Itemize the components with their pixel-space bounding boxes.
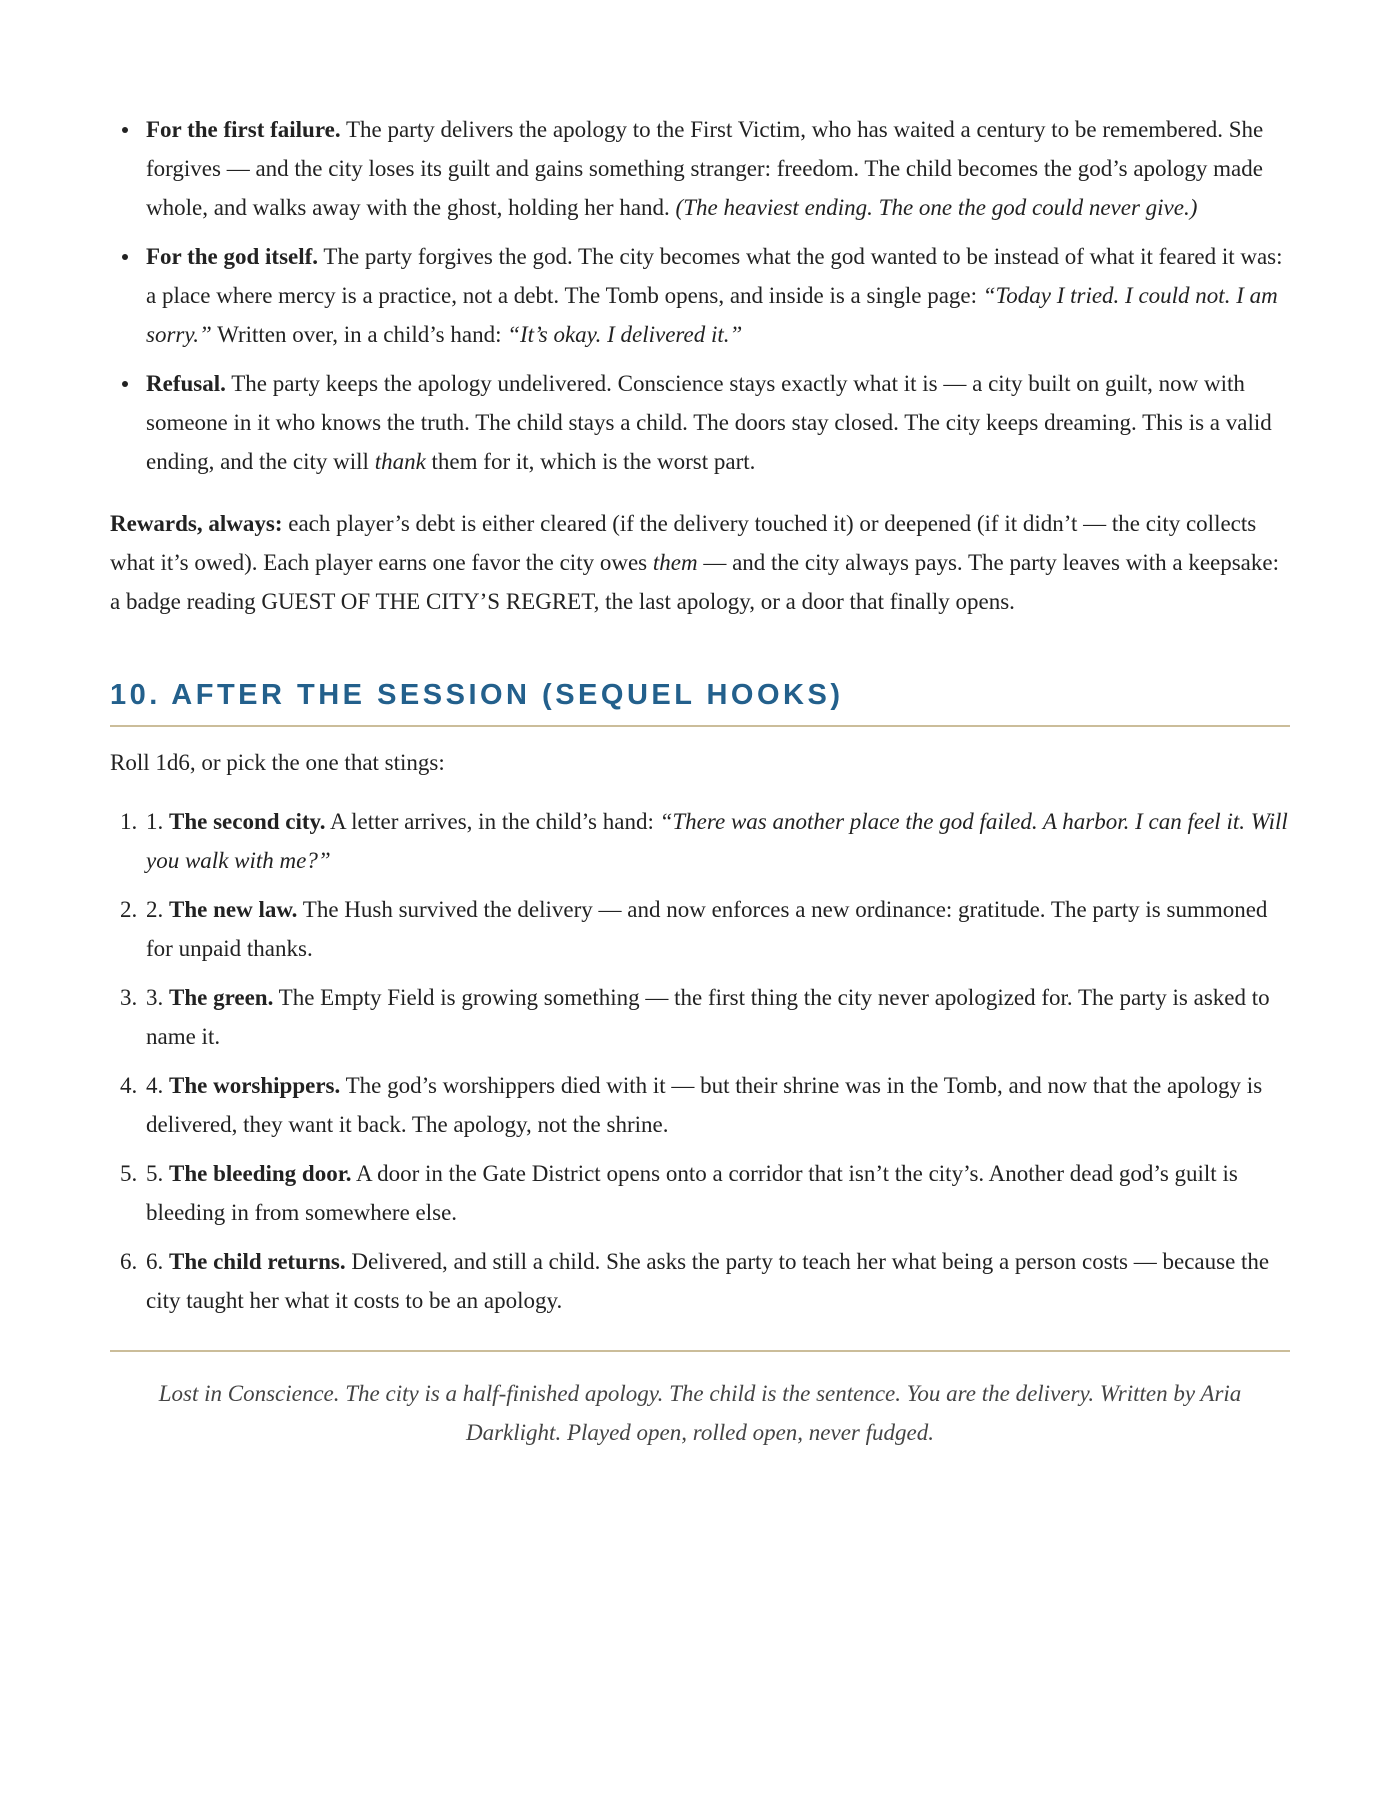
list-item <box>120 1154 1290 1232</box>
ending-title: For the first failure. <box>146 117 341 142</box>
ending-text: The party keeps the apology undelivered. Conscience stays exactly what it is — a city built on guilt, now with someone in it who knows the truth. The child stays a child. The doors stay closed. The city keeps dreaming. This is a valid ending, and the city will <box>146 371 1272 474</box>
ending-text: them for it, which is the worst part. <box>425 449 756 474</box>
list-marker: 1. <box>120 809 138 834</box>
list-marker: 2. <box>120 897 138 922</box>
list-item <box>120 802 1290 880</box>
list-item-first-failure <box>146 110 1290 227</box>
list-item-refusal <box>146 364 1290 481</box>
hook-text: The Hush survived the delivery — and now enforces a new ordinance: gratitude. The party is summoned for unpaid thanks. <box>146 897 1268 961</box>
rewards-title: Rewards, always: <box>110 511 283 536</box>
hook-number: 6. <box>146 1249 169 1274</box>
ending-title: For the god itself. <box>146 244 319 269</box>
ending-emphasis: thank <box>374 449 426 474</box>
hook-title: The second city. <box>169 809 326 834</box>
hook-number: 3. <box>146 985 169 1010</box>
hook-text: Delivered, and still a child. She asks the party to teach her what being a person costs — because the city taught her what it costs to be an apology. <box>146 1249 1270 1313</box>
ending-title: Refusal. <box>146 371 226 396</box>
ending-text: The party forgives the god. The city becomes what the god wanted to be instead of what it feared it was: a place where mercy is a practice, not a debt. The Tomb opens, and inside is a single page: <box>146 244 1283 308</box>
hook-title: The bleeding door. <box>169 1161 352 1186</box>
rewards-text: each player’s debt is either cleared (if the delivery touched it) or deepened (if it didn’t — the city collects what it’s owed). Each player earns one favor the city owes <box>110 511 1257 575</box>
list-marker: 5. <box>120 1161 138 1186</box>
section-intro: Roll 1d6, or pick the one that stings: <box>110 750 445 775</box>
hook-title: The worshippers. <box>169 1073 341 1098</box>
hook-text: The Empty Field is growing something — the first thing the city never apologized for. The party is asked to name it. <box>146 985 1270 1049</box>
section-heading: 10. AFTER THE SESSION (SEQUEL HOOKS) <box>110 675 1290 727</box>
list-item-god-itself <box>146 237 1290 354</box>
endings-list <box>110 110 1290 481</box>
hook-title: The green. <box>169 985 274 1010</box>
hook-text: A door in the Gate District opens onto a corridor that isn’t the city’s. Another dead god’s guilt is bleeding in from somewhere else. <box>146 1161 1238 1225</box>
ending-quote: “It’s okay. I delivered it.” <box>507 322 743 347</box>
hook-text: The god’s worshippers died with it — but their shrine was in the Tomb, and now that the apology is delivered, they want it back. The apology, not the shrine. <box>146 1073 1263 1137</box>
ending-text: The party delivers the apology to the First Victim, who has waited a century to be remembered. She forgives — and the city loses its guilt and gains something stranger: freedom. The child becomes the god’s apology made whole, and walks away with the ghost, holding her hand. <box>146 117 1264 220</box>
sequel-hooks-list <box>110 802 1290 1320</box>
hook-number: 5. <box>146 1161 169 1186</box>
hook-number: 4. <box>146 1073 169 1098</box>
list-item <box>120 978 1290 1056</box>
hook-number: 2. <box>146 897 169 922</box>
hook-title: The child returns. <box>169 1249 346 1274</box>
list-marker: 6. <box>120 1249 138 1274</box>
ending-text: Written over, in a child’s hand: <box>211 322 508 347</box>
list-item <box>120 1242 1290 1320</box>
list-marker: 4. <box>120 1073 138 1098</box>
hook-text: A letter arrives, in the child’s hand: <box>325 809 660 834</box>
footer-note: Lost in Conscience. The city is a half-finished apology. The child is the sentence. You are the delivery. Written by Aria Darklight. Played open, rolled open, never fudged. <box>158 1381 1242 1445</box>
footer-divider <box>110 1350 1290 1352</box>
ending-aside: (The heaviest ending. The one the god could never give.) <box>675 195 1198 220</box>
list-marker: 3. <box>120 985 138 1010</box>
list-item <box>120 1066 1290 1144</box>
list-item <box>120 890 1290 968</box>
hook-quote: “There was another place the god failed. A harbor. I can feel it. Will you walk with me?” <box>146 809 1288 873</box>
rewards-text: — and the city always pays. The party leaves with a keepsake: a badge reading GUEST OF THE CITY’S REGRET, the last apology, or a door that finally opens. <box>110 550 1279 614</box>
ending-quote: “Today I tried. I could not. I am sorry.” <box>146 283 1278 347</box>
rewards-emphasis: them <box>652 550 698 575</box>
hook-number: 1. <box>146 809 169 834</box>
rewards-paragraph <box>110 504 1290 621</box>
hook-title: The new law. <box>169 897 298 922</box>
